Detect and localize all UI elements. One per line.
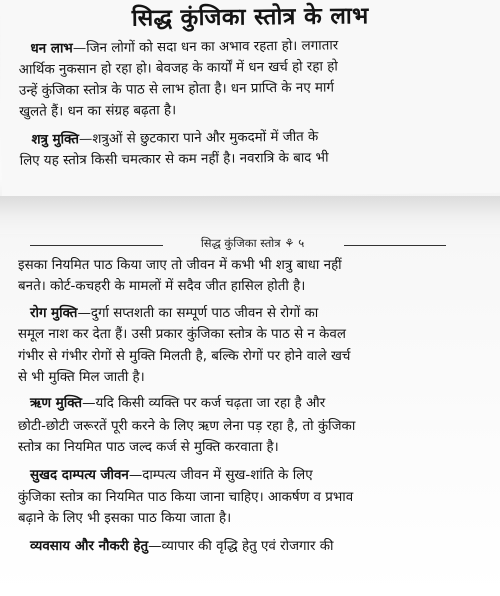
body-text: —दाम्पत्य जीवन में सुख-शांति के लिए — [128, 468, 313, 483]
bottom-line — [18, 325, 346, 345]
bottom-line — [18, 277, 305, 297]
bottom-line — [18, 256, 342, 276]
page-fold — [0, 196, 500, 234]
top-line — [19, 57, 338, 80]
body-text: —व्यापार की वृद्धि हेतु एवं रोजगार की — [148, 539, 334, 554]
body-text: गंभीर से गंभीर रोगों से मुक्ति मिलती है, बल्कि रोगों पर होने वाले खर्च — [18, 349, 351, 364]
body-text: से भी मुक्ति मिल जाती है। — [18, 370, 145, 385]
running-header: सिद्ध कुंजिका स्तोत्र ⚘ ५ — [200, 236, 305, 250]
section-heading: शत्रु मुक्ति — [31, 132, 79, 148]
body-text: कुंजिका स्तोत्र का नियमित पाठ किया जाना चाहिए। आकर्षण व प्रभाव — [18, 490, 354, 505]
top-line — [19, 79, 334, 102]
header-rule-left — [30, 245, 163, 246]
bottom-line — [18, 347, 350, 367]
section-heading: ऋण मुक्ति — [30, 396, 83, 411]
body-text: खुलते हैं। धन का संग्रह बढ़ता है। — [19, 103, 177, 120]
section-heading: धन लाभ — [30, 41, 73, 57]
bottom-line — [30, 304, 318, 324]
body-text: —शत्रुओं से छुटकारा पाने और मुकदमों में जीत के — [78, 129, 319, 148]
bottom-line — [30, 466, 313, 486]
body-text: समूल नाश कर देता हैं। उसी प्रकार कुंजिका स्तोत्र के पाठ से न केवल — [18, 327, 346, 342]
body-text: इसका नियमित पाठ किया जाए तो जीवन में कभी भी शत्रु बाधा नहीं — [18, 258, 342, 273]
bottom-line — [18, 438, 279, 458]
body-text: —दुर्गा सप्तशती का सम्पूर्ण पाठ जीवन से रोगों का — [77, 306, 319, 321]
section-heading: रोग मुक्ति — [30, 306, 78, 321]
body-text: आर्थिक नुकसान हो रहा हो। बेवजह के कार्यों में धन खर्च हो रहा हो — [18, 59, 338, 78]
top-line — [20, 149, 329, 172]
top-line — [31, 128, 318, 151]
body-text: स्तोत्र का नियमित पाठ जल्द कर्ज से मुक्ति करवाता है। — [18, 440, 279, 455]
top-line — [19, 101, 176, 123]
top-line — [30, 36, 338, 59]
bottom-line — [30, 537, 334, 557]
body-text: उन्हें कुंजिका स्तोत्र के पाठ से लाभ होता है। धन प्राप्ति के नए मार्ग — [18, 80, 335, 99]
body-text: —यदि किसी व्यक्ति पर कर्ज चढ़ता जा रहा है और — [82, 396, 326, 411]
bottom-line — [18, 417, 355, 437]
page-title: सिद्ध कुंजिका स्तोत्र के लाभ — [131, 3, 369, 32]
body-text: छोटी-छोटी जरूरतें पूरी करने के लिए ऋण लेना पड़ रहा है, तो कुंजिका — [18, 419, 356, 434]
bottom-line — [18, 368, 145, 388]
upper-page-sheet — [0, 0, 500, 198]
header-rule-right — [344, 245, 446, 246]
bottom-line — [18, 488, 353, 508]
body-text: लिए यह स्तोत्र किसी चमत्कार से कम नहीं है। नवरात्रि के बाद भी — [19, 150, 329, 169]
body-text: बढ़ाने के लिए भी इसका पाठ किया जाता है। — [18, 511, 232, 526]
body-text: —जिन लोगों को सदा धन का अभाव रहता हो। लगातार — [72, 38, 339, 57]
section-heading: व्यवसाय और नौकरी हेतु — [30, 539, 149, 554]
section-heading: सुखद दाम्पत्य जीवन — [30, 468, 129, 483]
bottom-line — [18, 509, 231, 529]
body-text: बनते। कोर्ट-कचहरी के मामलों में सदैव जीत हासिल होती है। — [18, 279, 306, 294]
bottom-line — [30, 394, 325, 414]
